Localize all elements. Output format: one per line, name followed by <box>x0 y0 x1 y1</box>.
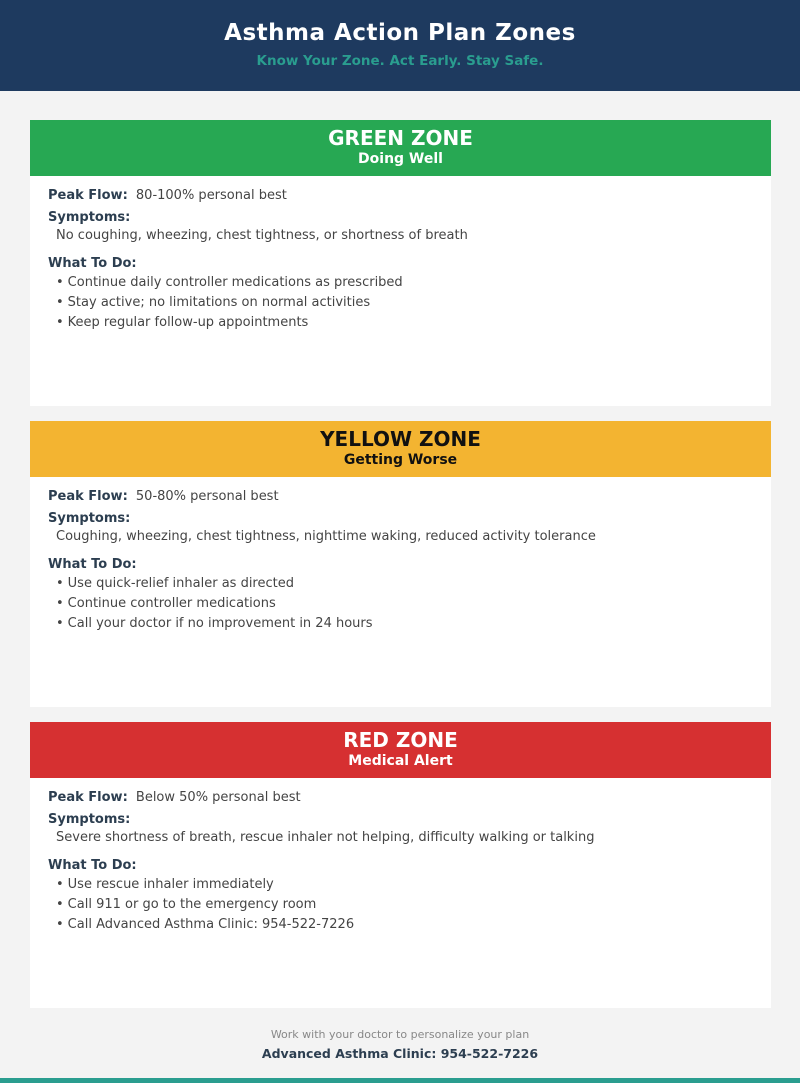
action-list <box>48 574 753 634</box>
action-text: Stay active; no limitations on normal activities <box>67 295 371 310</box>
page-subtitle: Know Your Zone. Act Early. Stay Safe. <box>256 53 544 69</box>
zone-header <box>30 120 771 176</box>
action-text: Continue daily controller medications as prescribed <box>67 275 403 290</box>
peak-flow-label: Peak Flow: <box>48 489 128 504</box>
peak-flow-value: 80-100% personal best <box>135 188 287 203</box>
symptoms-text: No coughing, wheezing, chest tightness, or shortness of breath <box>56 228 468 243</box>
footer-note: Work with your doctor to personalize your plan <box>270 1028 530 1041</box>
action-list <box>48 273 753 333</box>
list-item: • Continue daily controller medications as prescribed <box>56 275 403 290</box>
symptoms-label: Symptoms: <box>48 511 131 526</box>
red-zone-card <box>30 722 771 1008</box>
list-item: • Call your doctor if no improvement in 24 hours <box>56 616 373 631</box>
symptoms-label: Symptoms: <box>48 812 131 827</box>
zone-name: RED ZONE <box>343 728 458 752</box>
zone-tag: Getting Worse <box>343 452 458 468</box>
peak-flow-row <box>48 488 753 506</box>
peak-flow-value: Below 50% personal best <box>135 790 301 805</box>
action-text: Continue controller medications <box>67 596 276 611</box>
symptoms-label: Symptoms: <box>48 210 131 225</box>
green-zone-card <box>30 120 771 406</box>
list-item: • Continue controller medications <box>56 596 276 611</box>
what-to-do-label: What To Do: <box>48 256 137 271</box>
footer-accent-bar <box>0 1078 800 1083</box>
zone-body <box>30 176 771 333</box>
zone-header <box>30 722 771 778</box>
action-list <box>48 875 753 935</box>
zone-body <box>30 778 771 935</box>
yellow-zone-card <box>30 421 771 707</box>
action-text: Use rescue inhaler immediately <box>67 877 274 892</box>
zone-body <box>30 477 771 634</box>
page-title: Asthma Action Plan Zones <box>224 20 576 46</box>
zone-name: GREEN ZONE <box>328 126 473 150</box>
symptoms-text: Severe shortness of breath, rescue inhaler not helping, difficulty walking or talking <box>56 830 595 845</box>
peak-flow-row <box>48 187 753 205</box>
what-to-do-label: What To Do: <box>48 557 137 572</box>
list-item: • Use quick-relief inhaler as directed <box>56 576 294 591</box>
list-item: • Use rescue inhaler immediately <box>56 877 274 892</box>
list-item: • Call 911 or go to the emergency room <box>56 897 317 912</box>
action-text: Call your doctor if no improvement in 24 hours <box>67 616 373 631</box>
symptoms-text: Coughing, wheezing, chest tightness, nighttime waking, reduced activity tolerance <box>56 529 596 544</box>
peak-flow-label: Peak Flow: <box>48 188 128 203</box>
zone-tag: Doing Well <box>358 151 443 167</box>
list-item: • Stay active; no limitations on normal activities <box>56 295 371 310</box>
zone-tag: Medical Alert <box>348 753 453 769</box>
peak-flow-label: Peak Flow: <box>48 790 128 805</box>
zone-header <box>30 421 771 477</box>
action-text: Keep regular follow-up appointments <box>67 315 309 330</box>
page-header <box>0 0 800 91</box>
action-text: Use quick-relief inhaler as directed <box>67 576 294 591</box>
list-item: • Call Advanced Asthma Clinic: 954-522-7226 <box>56 917 355 932</box>
action-text: Call Advanced Asthma Clinic: 954-522-7226 <box>67 917 355 932</box>
action-text: Call 911 or go to the emergency room <box>67 897 317 912</box>
what-to-do-label: What To Do: <box>48 858 137 873</box>
list-item: • Keep regular follow-up appointments <box>56 315 309 330</box>
footer-contact: Advanced Asthma Clinic: 954-522-7226 <box>261 1046 539 1061</box>
zone-name: YELLOW ZONE <box>320 427 481 451</box>
peak-flow-value: 50-80% personal best <box>135 489 279 504</box>
peak-flow-row <box>48 789 753 807</box>
